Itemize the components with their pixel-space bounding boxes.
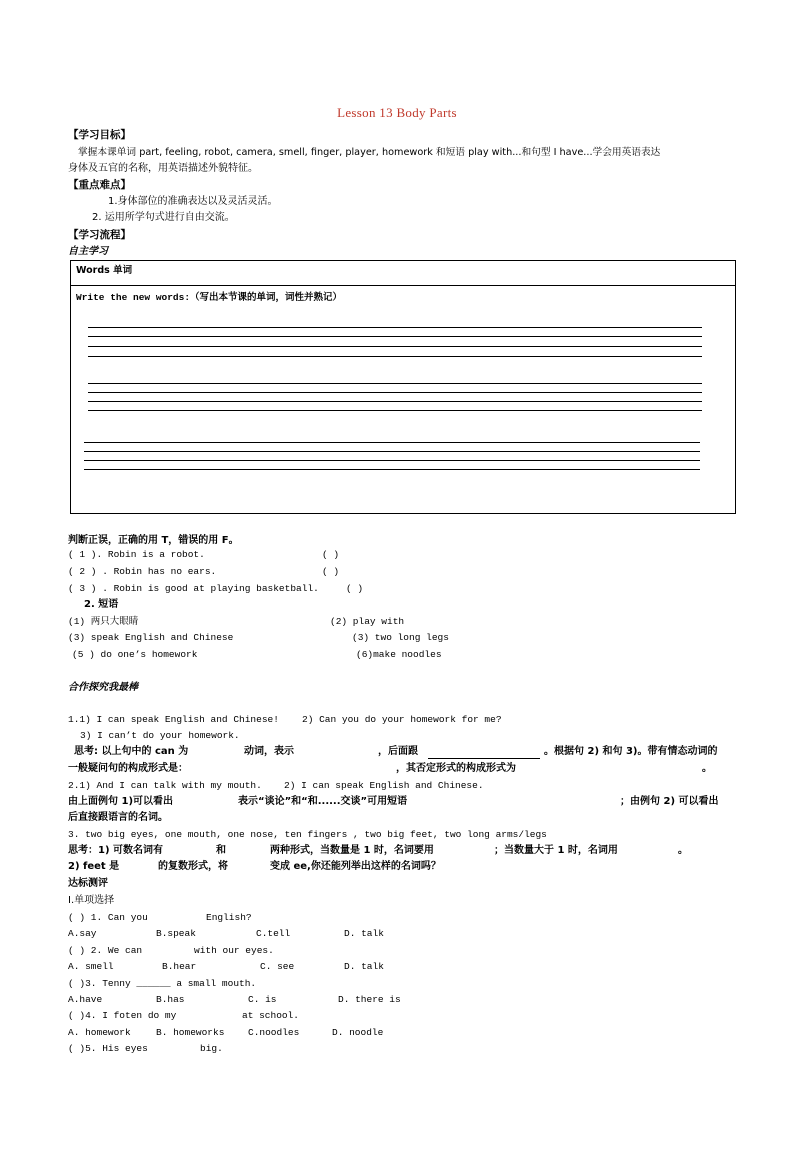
q2-option-a[interactable]: A. smell	[68, 961, 114, 972]
think1-d: 。根据句 2) 和句 3)。带有情态动词的	[544, 746, 718, 757]
writing-line	[88, 410, 702, 411]
q5-stem: ( )5. His eyes	[68, 1043, 148, 1054]
q5-stem-end: big.	[200, 1043, 223, 1054]
q1-option-d[interactable]: D. talk	[344, 928, 384, 939]
q4-option-c[interactable]: C.noodles	[248, 1027, 300, 1038]
think3-e: 。	[678, 845, 688, 856]
tf-item-2: ( 2 ) . Robin has no ears.	[68, 566, 217, 577]
tf-answer-1[interactable]: ( )	[322, 549, 340, 560]
think1-c: ，后面跟	[378, 746, 418, 757]
q1-option-c[interactable]: C.tell	[256, 928, 291, 939]
q1-option-a[interactable]: A.say	[68, 928, 97, 939]
s2-sentence-2: 2) I can speak English and Chinese.	[284, 780, 484, 791]
think3-line2-b: 的复数形式，将	[158, 861, 228, 872]
q3-option-a[interactable]: A.have	[68, 994, 103, 1005]
q2-stem: ( ) 2. We can	[68, 945, 143, 956]
writing-line	[88, 356, 702, 357]
q2-stem-end: with our eyes.	[194, 945, 274, 956]
phrase-1: (1) 两只大眼睛	[68, 616, 139, 627]
q2-option-d[interactable]: D. talk	[344, 961, 384, 972]
s2-line2-c: ；由例句 2) 可以看出	[620, 796, 719, 807]
key-points-heading: 【重点难点】	[68, 179, 131, 191]
writing-line	[88, 383, 702, 384]
think1-b: 动词，表示	[244, 746, 294, 757]
writing-line	[88, 346, 702, 347]
think1-line2-c: 。	[702, 763, 712, 774]
s2-line2-a: 由上面例句 1)可以看出	[68, 796, 174, 807]
q1-stem: ( ) 1. Can you	[68, 912, 148, 923]
think1-a: 思考: 以上句中的 can 为	[74, 746, 189, 757]
writing-line	[84, 460, 700, 461]
q3-stem: ( )3. Tenny ______ a small mouth.	[68, 978, 257, 989]
q4-stem: ( )4. I foten do my	[68, 1010, 177, 1021]
objectives-line-1: 掌握本课单词 part, feeling, robot, camera, smell, finger, player, homework 和短语 play with...和句型 I have...学会用英语表达	[78, 147, 661, 158]
phrase-5: (5 ) do one’s homework	[72, 649, 198, 660]
phrases-heading: 2. 短语	[84, 599, 119, 610]
words-label: Words 单词	[76, 265, 133, 276]
words-instruction: Write the new words:（写出本节课的单词，词性并熟记）	[76, 292, 343, 303]
key-point-2: 2. 运用所学句式进行自由交流。	[92, 212, 235, 223]
test-heading: 达标测评	[68, 878, 108, 889]
q4-stem-end: at school.	[242, 1010, 300, 1021]
writing-line	[84, 451, 700, 452]
test-section: I.单项选择	[68, 895, 115, 906]
q3-option-c[interactable]: C. is	[248, 994, 277, 1005]
phrase-4: (3) two long legs	[352, 632, 449, 643]
phrase-2: (2) play with	[330, 616, 405, 627]
tf-answer-3[interactable]: ( )	[346, 583, 364, 594]
phrase-3: (3) speak English and Chinese	[68, 632, 234, 643]
writing-line	[88, 327, 702, 328]
q1-stem-end: English?	[206, 912, 252, 923]
writing-line	[88, 392, 702, 393]
tf-item-1: ( 1 ). Robin is a robot.	[68, 549, 205, 560]
tf-answer-2[interactable]: ( )	[322, 566, 340, 577]
phrase-6: (6)make noodles	[356, 649, 442, 660]
q4-option-d[interactable]: D. noodle	[332, 1027, 384, 1038]
writing-line	[88, 336, 702, 337]
writing-line	[84, 469, 700, 470]
q3-option-d[interactable]: D. there is	[338, 994, 401, 1005]
think3-b: 和	[216, 845, 226, 856]
key-point-1: 1.身体部位的准确表达以及灵活灵活。	[108, 196, 278, 207]
words-box-divider	[70, 285, 736, 286]
true-false-heading: 判断正误，正确的用 T，错误的用 F。	[68, 535, 239, 546]
s1-sentence-1: 1.1) I can speak English and Chinese!	[68, 714, 279, 725]
think1-line2-a: 一般疑问句的构成形式是：	[68, 763, 188, 774]
s1-sentence-3: 3) I can’t do your homework.	[80, 730, 240, 741]
think1-line2-b: ，其否定形式的构成形式为	[396, 763, 516, 774]
page-title: Lesson 13 Body Parts	[337, 105, 457, 120]
q4-option-a[interactable]: A. homework	[68, 1027, 131, 1038]
s2-line2-b: 表示“谈论”和“和......交谈”可用短语	[238, 796, 408, 807]
think3-d: ；当数量大于 1 时，名词用	[494, 845, 618, 856]
objectives-heading: 【学习目标】	[68, 129, 131, 141]
q3-option-b[interactable]: B.has	[156, 994, 185, 1005]
s2-line3: 后直接跟语言的名词。	[68, 812, 168, 823]
writing-line	[84, 442, 700, 443]
s3-sentence: 3. two big eyes, one mouth, one nose, ten fingers , two big feet, two long arms/legs	[68, 829, 547, 840]
think3-a: 思考：1) 可数名词有	[68, 845, 164, 856]
q2-option-c[interactable]: C. see	[260, 961, 295, 972]
q2-option-b[interactable]: B.hear	[162, 961, 197, 972]
process-heading: 【学习流程】	[68, 229, 131, 241]
q4-option-b[interactable]: B. homeworks	[156, 1027, 225, 1038]
s1-sentence-2: 2) Can you do your homework for me?	[302, 714, 502, 725]
tf-item-3: ( 3 ) . Robin is good at playing basketball.	[68, 583, 319, 594]
think1-blank[interactable]	[428, 747, 540, 759]
think3-line2-a: 2) feet 是	[68, 861, 120, 872]
objectives-line-2: 身体及五官的名称，用英语描述外貌特征。	[68, 163, 258, 174]
writing-line	[88, 401, 702, 402]
q1-option-b[interactable]: B.speak	[156, 928, 196, 939]
self-study-label: 自主学习	[68, 246, 108, 257]
cooperate-heading: 合作探究我最棒	[68, 682, 138, 693]
think3-c: 两种形式，当数量是 1 时，名词要用	[270, 845, 434, 856]
think3-line2-c: 变成 ee,你还能列举出这样的名词吗？	[270, 861, 441, 872]
s2-sentence-1: 2.1) And I can talk with my mouth.	[68, 780, 262, 791]
